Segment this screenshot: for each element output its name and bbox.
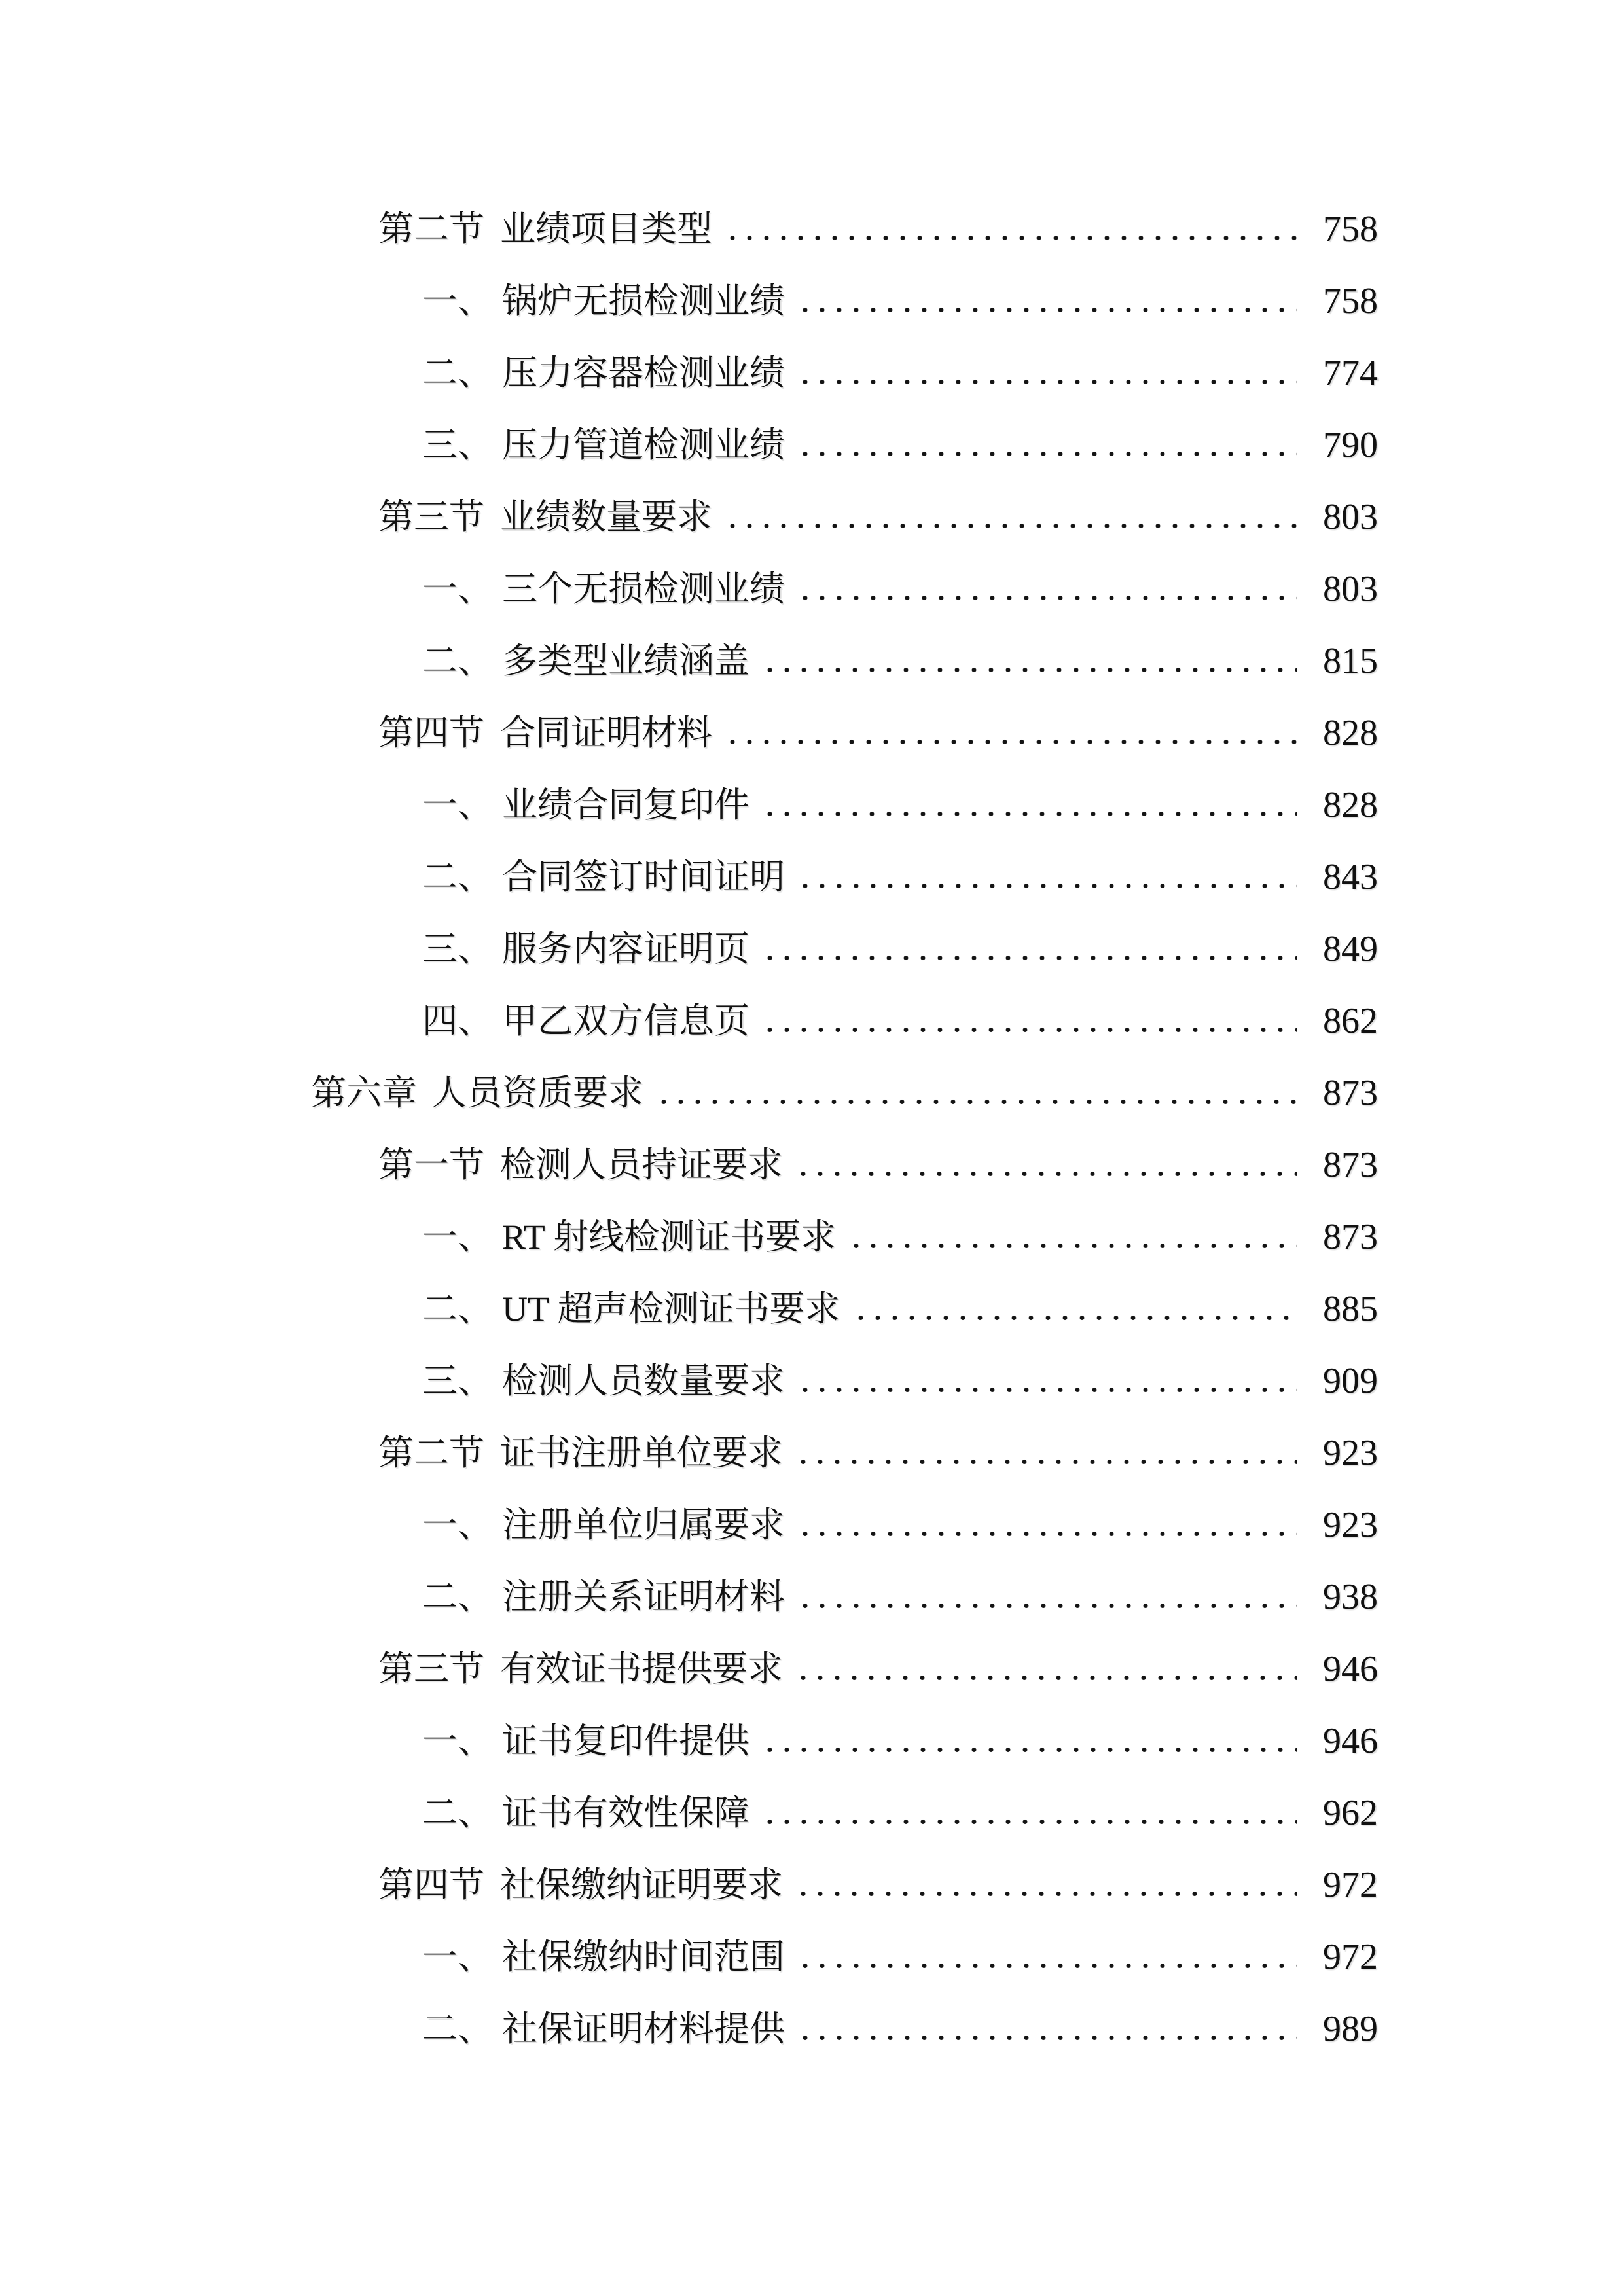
toc-entry-page: 803 [1323,497,1378,537]
toc-entry-page: 909 [1323,1361,1378,1401]
toc-entry-title: 业绩合同复印件 [502,785,749,825]
dot-leader [761,1747,1297,1753]
toc-entry-number: 第一节 [378,1145,484,1185]
toc-entry-5[interactable] [0,481,1624,553]
toc-entry-title: 社保缴纳时间范围 [502,1937,785,1977]
toc-entry-number: 四、 [422,1001,493,1041]
dot-leader [797,451,1297,457]
toc-entry-page: 923 [1323,1505,1378,1545]
toc-entry-page: 849 [1323,929,1378,969]
dot-leader [797,1531,1297,1537]
toc-entry-10[interactable] [0,841,1624,913]
toc-entry-title: 服务内容证明页 [502,929,749,969]
toc-entry-number: 二、 [422,857,493,897]
toc-entry-number: 二、 [422,353,493,393]
toc-entry-22[interactable] [0,1705,1624,1777]
toc-entry-page: 873 [1323,1217,1378,1257]
toc-entry-title: 检测人员数量要求 [502,1361,785,1401]
toc-entry-8[interactable] [0,697,1624,769]
toc-entry-25[interactable] [0,1921,1624,1993]
toc-entry-page: 803 [1323,569,1378,609]
toc-entry-20[interactable] [0,1561,1624,1633]
toc-entry-number: 第三节 [378,497,484,537]
toc-entry-title: 证书复印件提供 [502,1721,749,1761]
toc-entry-9[interactable] [0,769,1624,841]
toc-entry-page: 938 [1323,1577,1378,1617]
toc-entry-page: 946 [1323,1721,1378,1761]
toc-entry-17[interactable] [0,1345,1624,1417]
dot-leader [761,1027,1297,1033]
toc-entry-15[interactable] [0,1201,1624,1273]
toc-entry-page: 862 [1323,1001,1378,1041]
toc-entry-6[interactable] [0,553,1624,625]
dot-leader [724,523,1297,529]
dot-leader [797,595,1297,601]
toc-entry-23[interactable] [0,1777,1624,1849]
toc-entry-page: 972 [1323,1865,1378,1905]
toc-entry-title: 社保证明材料提供 [502,2009,785,2049]
toc-entry-number: 第六章 [311,1073,417,1113]
dot-leader [795,1891,1297,1897]
toc-entry-title: 社保缴纳证明要求 [500,1865,783,1905]
toc-entry-title: 合同证明材料 [500,713,712,753]
dot-leader [795,1171,1297,1177]
toc-entry-page: 774 [1323,353,1378,393]
dot-leader [797,1603,1297,1609]
toc-entry-4[interactable] [0,409,1624,481]
toc-entry-page: 885 [1323,1289,1378,1329]
toc-entry-page: 873 [1323,1073,1378,1113]
toc-entry-title: 锅炉无损检测业绩 [502,281,785,321]
dot-leader [797,1963,1297,1969]
toc-entry-number: 一、 [422,1217,493,1257]
toc-entry-title: 有效证书提供要求 [500,1649,783,1689]
toc-entry-26[interactable] [0,1993,1624,2065]
toc-entry-page: 962 [1323,1793,1378,1833]
toc-entry-title: 业绩项目类型 [500,209,712,249]
toc-entry-number: 二、 [422,641,493,681]
dot-leader [795,1459,1297,1465]
toc-entry-7[interactable] [0,625,1624,697]
toc-entry-16[interactable] [0,1273,1624,1345]
toc-entry-number: 二、 [422,1793,493,1833]
dot-leader [797,2035,1297,2041]
toc-entry-page: 758 [1323,281,1378,321]
toc-entry-title: 人员资质要求 [431,1073,643,1113]
toc-entry-page: 843 [1323,857,1378,897]
dot-leader [797,883,1297,889]
toc-entry-18[interactable] [0,1417,1624,1489]
toc-entry-title: RT 射线检测证书要求 [502,1217,837,1257]
toc-entry-number: 一、 [422,1721,493,1761]
toc-entry-title: 压力容器检测业绩 [502,353,785,393]
toc-entry-number: 二、 [422,1289,493,1329]
toc-entry-number: 第二节 [378,209,484,249]
toc-entry-1[interactable] [0,193,1624,265]
dot-leader [761,955,1297,961]
toc-entry-12[interactable] [0,985,1624,1057]
toc-entry-number: 三、 [422,425,493,465]
toc-entry-title: 甲乙双方信息页 [502,1001,749,1041]
toc-entry-title: 证书注册单位要求 [500,1433,783,1473]
toc-entry-title: 注册单位归属要求 [502,1505,785,1545]
toc-entry-19[interactable] [0,1489,1624,1561]
toc-entry-title: 证书有效性保障 [502,1793,749,1833]
toc-entry-title: 业绩数量要求 [500,497,712,537]
toc-entry-page: 828 [1323,713,1378,753]
dot-leader [724,235,1297,241]
toc-entry-number: 一、 [422,785,493,825]
toc-entry-page: 828 [1323,785,1378,825]
toc-entry-number: 一、 [422,281,493,321]
toc-entry-title: 检测人员持证要求 [500,1145,783,1185]
dot-leader [655,1099,1297,1105]
toc-entry-number: 三、 [422,1361,493,1401]
toc-list [0,193,1624,2065]
toc-entry-number: 第三节 [378,1649,484,1689]
dot-leader [797,379,1297,385]
toc-entry-number: 一、 [422,569,493,609]
toc-entry-number: 二、 [422,1577,493,1617]
toc-entry-14[interactable] [0,1129,1624,1201]
dot-leader [848,1243,1297,1249]
dot-leader [797,307,1297,313]
toc-entry-title: 多类型业绩涵盖 [502,641,749,681]
dot-leader [795,1675,1297,1681]
toc-entry-3[interactable] [0,337,1624,409]
toc-entry-title: 压力管道检测业绩 [502,425,785,465]
toc-entry-title: 合同签订时间证明 [502,857,785,897]
toc-entry-number: 第二节 [378,1433,484,1473]
toc-entry-page: 873 [1323,1145,1378,1185]
toc-entry-page: 790 [1323,425,1378,465]
toc-entry-number: 三、 [422,929,493,969]
toc-entry-number: 二、 [422,2009,493,2049]
toc-entry-number: 第四节 [378,713,484,753]
toc-entry-title: 三个无损检测业绩 [502,569,785,609]
dot-leader [761,667,1297,673]
dot-leader [852,1315,1297,1321]
toc-entry-21[interactable] [0,1633,1624,1705]
toc-entry-page: 972 [1323,1937,1378,1977]
toc-entry-page: 989 [1323,2009,1378,2049]
dot-leader [724,739,1297,745]
toc-entry-number: 一、 [422,1937,493,1977]
toc-entry-title: 注册关系证明材料 [502,1577,785,1617]
dot-leader [797,1387,1297,1393]
dot-leader [761,811,1297,817]
toc-entry-title: UT 超声检测证书要求 [502,1289,840,1329]
toc-entry-11[interactable] [0,913,1624,985]
toc-entry-page: 758 [1323,209,1378,249]
toc-entry-number: 一、 [422,1505,493,1545]
dot-leader [761,1819,1297,1825]
toc-entry-2[interactable] [0,265,1624,337]
toc-entry-24[interactable] [0,1849,1624,1921]
toc-entry-page: 923 [1323,1433,1378,1473]
toc-entry-number: 第四节 [378,1865,484,1905]
toc-entry-page: 815 [1323,641,1378,681]
toc-entry-13[interactable] [0,1057,1624,1129]
toc-entry-page: 946 [1323,1649,1378,1689]
